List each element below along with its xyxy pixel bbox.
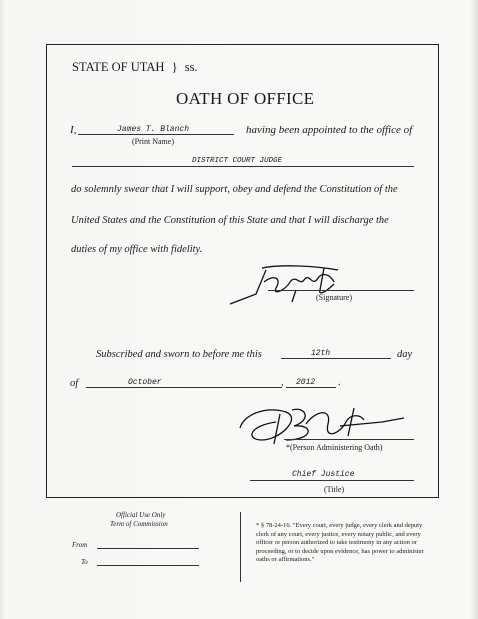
state-name: STATE OF UTAH [72, 60, 165, 74]
title-value: Chief Justice [292, 470, 355, 479]
year-value: 2012 [296, 378, 316, 387]
official-use-label: Official Use Only [116, 511, 166, 519]
year-line [286, 387, 336, 388]
administering-label: *(Person Administering Oath) [286, 443, 383, 452]
office-value: DISTRICT COURT JUDGE [192, 157, 283, 165]
date-comma: , [281, 377, 284, 388]
administering-signature [236, 400, 406, 448]
office-line [72, 166, 414, 167]
signature-label: (Signature) [316, 293, 352, 302]
signature-line [268, 290, 414, 291]
term-label: Term of Commission [110, 520, 168, 528]
ss-abbrev: ss. [184, 60, 198, 74]
from-label: From [72, 541, 88, 549]
month-line [86, 387, 282, 388]
state-heading [72, 60, 198, 75]
day-value: 12th [311, 349, 331, 358]
date-period: . [338, 377, 341, 388]
handwritten-signature [226, 260, 366, 310]
appointed-text: having been appointed to the office of [246, 124, 413, 136]
to-label: To [81, 558, 88, 566]
footer-divider [240, 512, 241, 582]
from-line [97, 548, 199, 549]
oath-line-1: do solemnly swear that I will support, obey and defend the Constitution of the [71, 184, 398, 195]
oath-line-2: United States and the Constitution of this State and that I will discharge the [71, 215, 389, 226]
oath-line-3: duties of my office with fidelity. [71, 244, 203, 255]
name-line [78, 134, 234, 135]
day-word: day [397, 349, 413, 360]
print-name-label: (Print Name) [132, 137, 174, 146]
printed-name-value: James T. Blanch [117, 125, 190, 134]
month-value: October [128, 378, 162, 387]
of-label: of [70, 378, 79, 389]
to-line [97, 565, 199, 566]
brace: } [171, 60, 178, 74]
page-title: OATH OF OFFICE [176, 89, 315, 108]
statute-note: * § 78-24-16. "Every court, every judge, every clerk and deputy clerk of any court, every justice, every notary public, and every officer or person authorized to take testimony in any action or proceeding, or to decide upon evidence, has power to administer oaths or affirmations." [256, 522, 424, 564]
title-line [250, 480, 414, 481]
day-line [281, 358, 391, 359]
subscribed-text: Subscribed and sworn to before me this [96, 349, 262, 360]
title-label: (Title) [324, 485, 345, 494]
i-label: I, [70, 124, 77, 136]
administering-line [284, 439, 414, 440]
